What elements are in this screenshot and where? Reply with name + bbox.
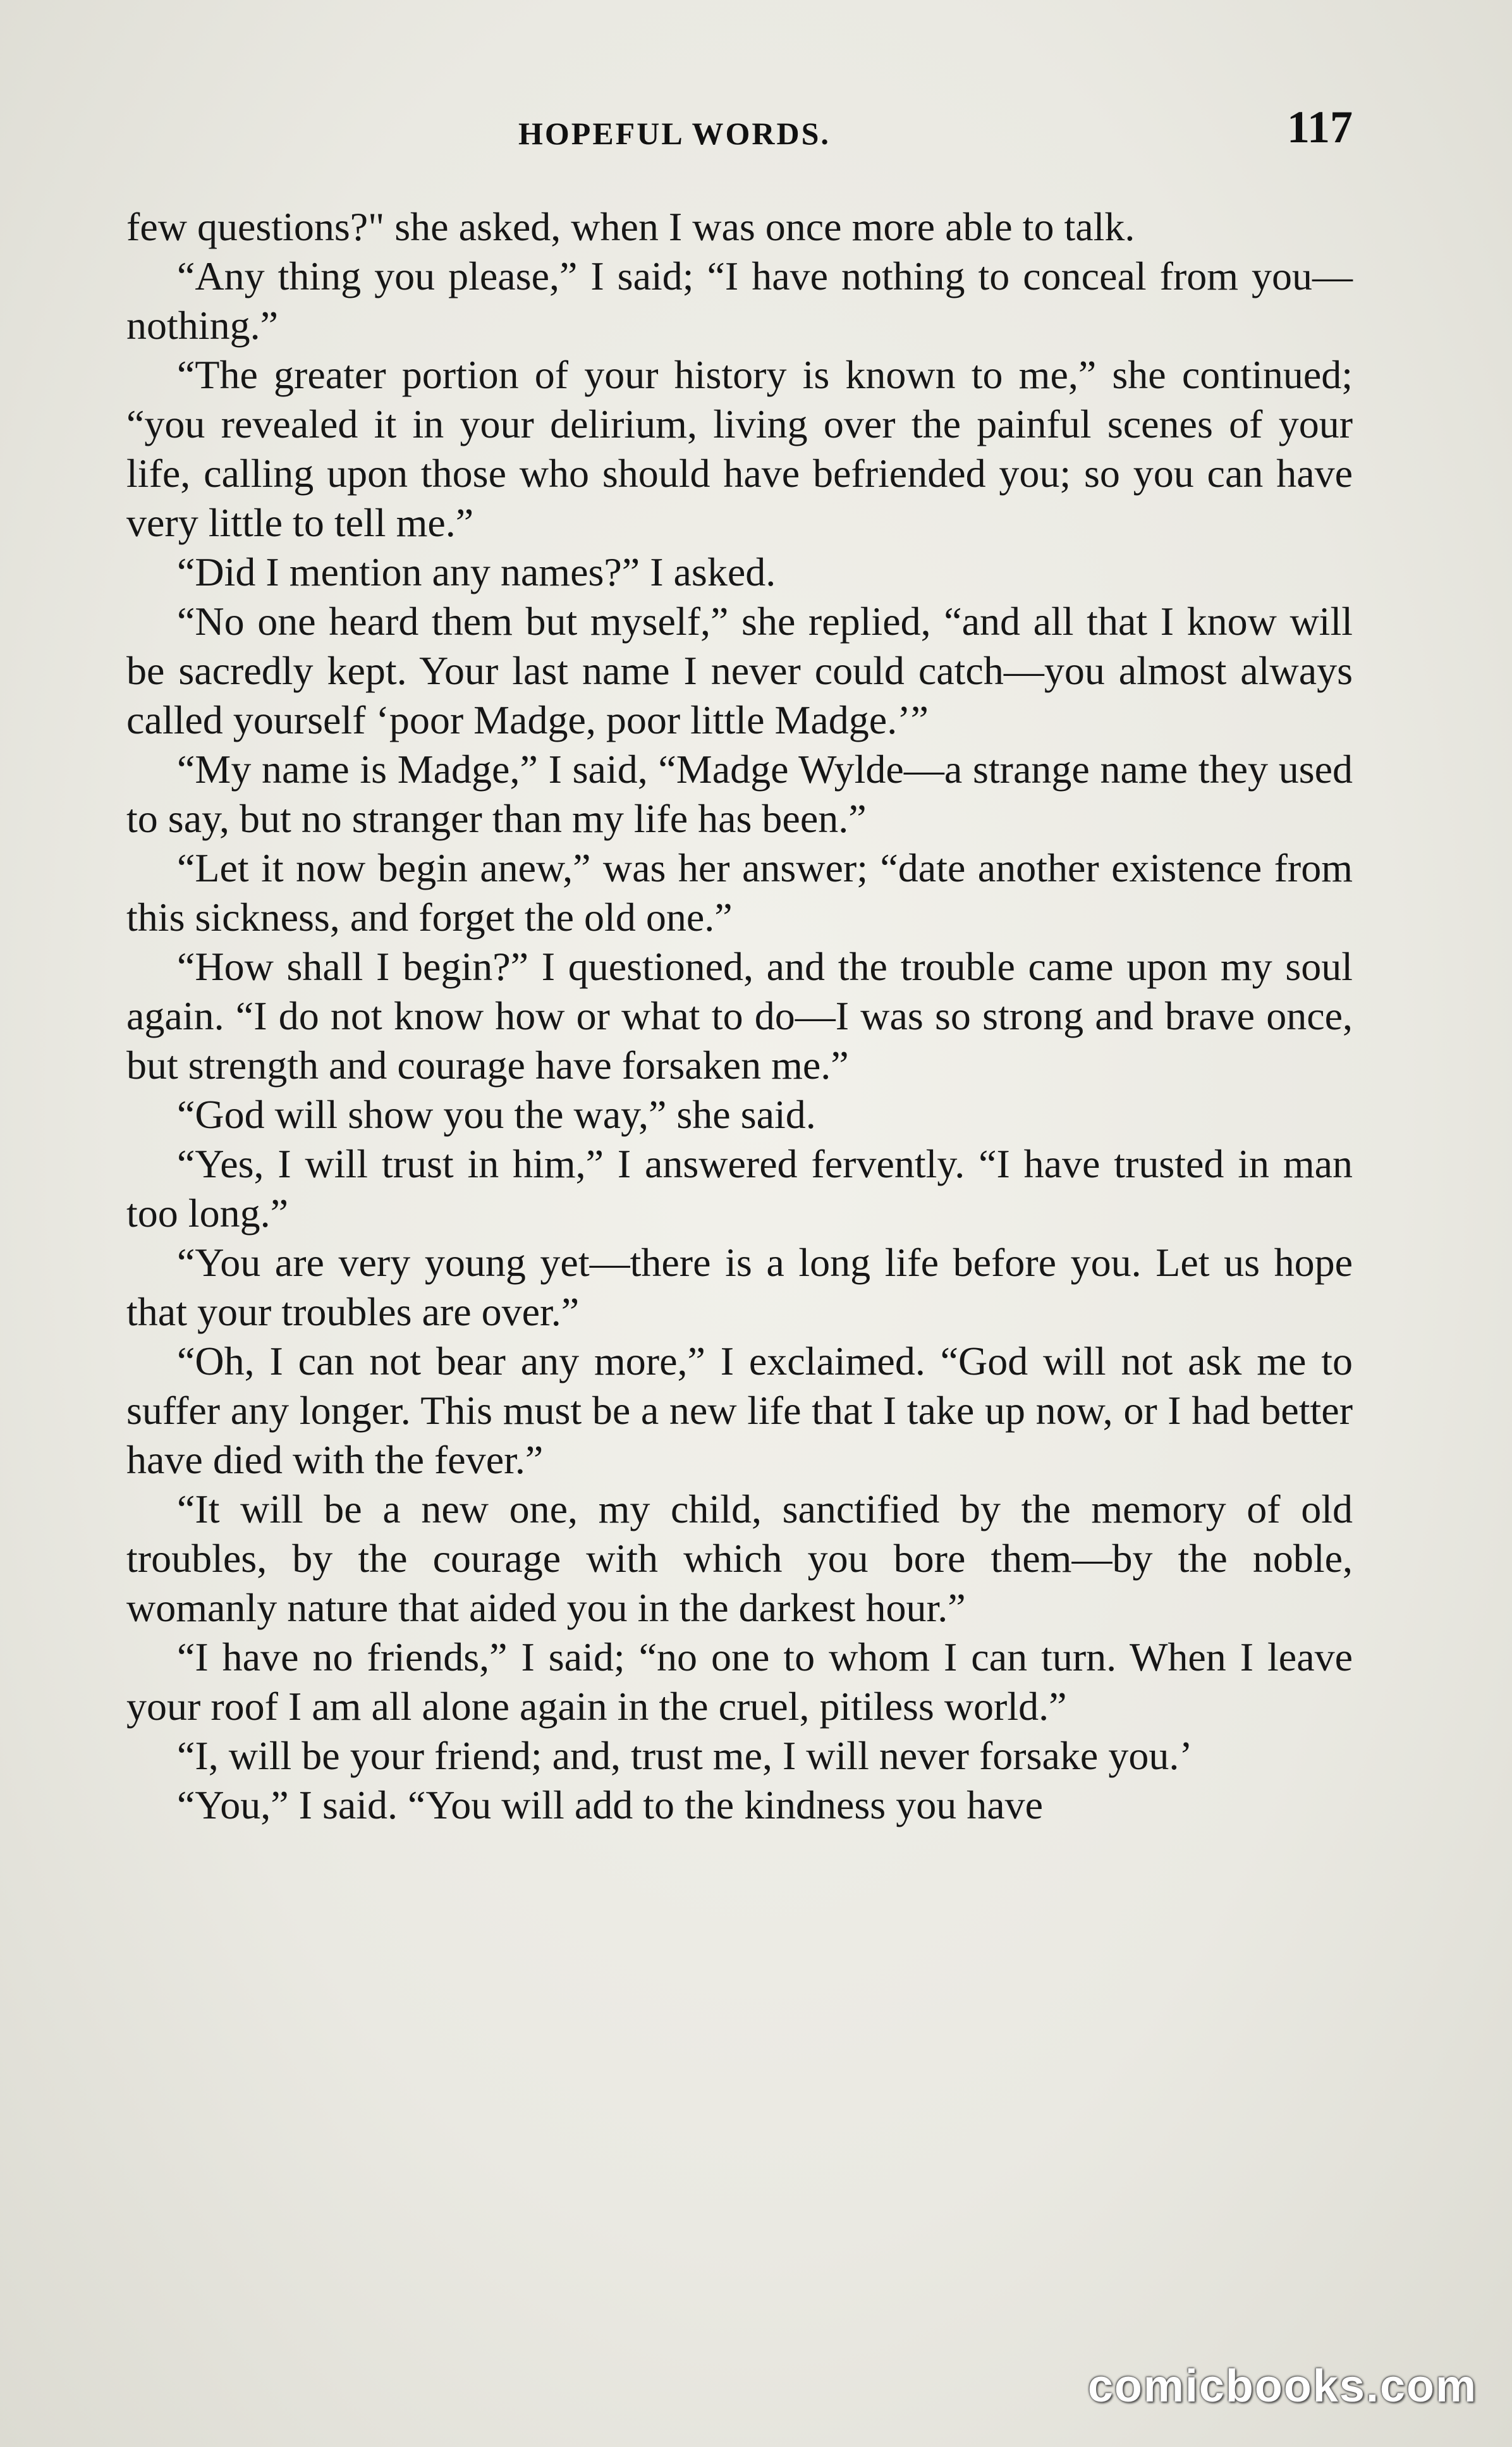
paragraph: “Any thing you please,” I said; “I have nothing to conceal from you—nothing.”	[126, 254, 1353, 348]
paragraph: “No one heard them but myself,” she replied, “and all that I know will be sacredly kept. Your last name I never could catch—you almost always called yourself ‘poor Madge, poor little Madge.’”	[126, 599, 1353, 742]
paragraph: “My name is Madge,” I said, “Madge Wylde—a strange name they used to say, but no stranger than my life has been.”	[126, 747, 1353, 841]
paragraph: “I have no friends,” I said; “no one to whom I can turn. When I leave your roof I am all alone again in the cruel, pitiless world.”	[126, 1634, 1353, 1729]
paragraph: “How shall I begin?” I questioned, and the trouble came upon my soul again. “I do not know how or what to do—I was so strong and brave once, but strength and courage have forsaken me.”	[126, 944, 1353, 1088]
page-header	[126, 101, 1353, 158]
paragraph: few questions?" she asked, when I was once more able to talk.	[126, 204, 1135, 249]
paragraph: “It will be a new one, my child, sanctified by the memory of old troubles, by the courage with which you bore them—by the noble, womanly nature that aided you in the darkest hour.”	[126, 1487, 1353, 1630]
paragraph: “You are very young yet—there is a long life before you. Let us hope that your troubles are over.”	[126, 1240, 1353, 1334]
page-number: 117	[1286, 102, 1353, 152]
paragraph: “I, will be your friend; and, trust me, I will never forsake you.’	[177, 1733, 1193, 1778]
paragraph: “You,” I said. “You will add to the kindness you have	[177, 1782, 1043, 1827]
watermark: comicbooks.com	[1087, 2361, 1477, 2412]
page-body	[126, 202, 1353, 1830]
paragraph: “Did I mention any names?” I asked.	[177, 549, 776, 594]
paragraph: “God will show you the way,” she said.	[177, 1092, 816, 1137]
paragraph: “Oh, I can not bear any more,” I exclaimed. “God will not ask me to suffer any longer. This must be a new life that I take up now, or I had better have died with the fever.”	[126, 1339, 1353, 1482]
paragraph: “The greater portion of your history is known to me,” she continued; “you revealed it in your delirium, living over the painful scenes of your life, calling upon those who should have befriended you; so you can have very little to tell me.”	[126, 352, 1353, 545]
paragraph: “Let it now begin anew,” was her answer; “date another existence from this sickness, and forget the old one.”	[126, 845, 1353, 940]
paragraph: “Yes, I will trust in him,” I answered fervently. “I have trusted in man too long.”	[126, 1141, 1353, 1236]
running-head: HOPEFUL WORDS.	[518, 116, 831, 151]
